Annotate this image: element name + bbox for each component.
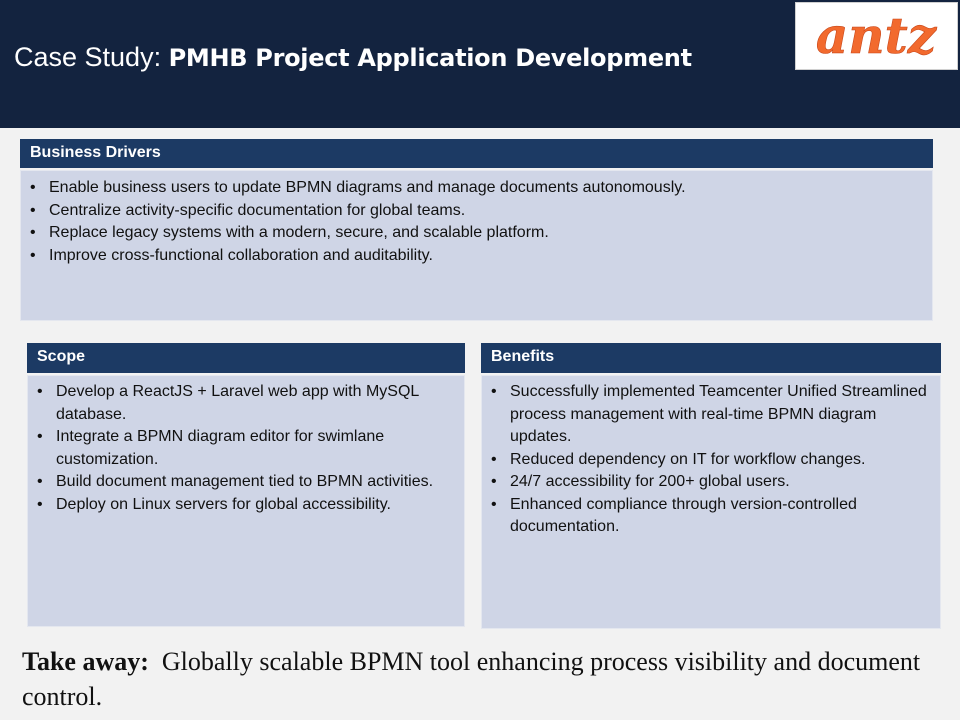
takeaway-text: Globally scalable BPMN tool enhancing process visibility and document control. — [22, 647, 921, 711]
business-driver-item: • Improve cross-functional collaboration and auditability. — [21, 245, 932, 268]
benefits-heading: Benefits — [481, 343, 941, 373]
business-driver-item: • Enable business users to update BPMN diagrams and manage documents autonomously. — [21, 177, 932, 200]
antz-logo — [795, 2, 958, 70]
benefit-item: • 24/7 accessibility for 200+ global users. — [482, 471, 940, 494]
benefits-panel — [481, 375, 941, 629]
scope-item: • Develop a ReactJS + Laravel web app with MySQL database. — [28, 381, 464, 426]
scope-item: • Build document management tied to BPMN activities. — [28, 471, 464, 494]
antz-logo-graphic — [796, 3, 957, 69]
business-drivers-list — [21, 177, 932, 267]
scope-item: • Integrate a BPMN diagram editor for swimlane customization. — [28, 426, 464, 471]
business-drivers-heading: Business Drivers — [20, 139, 933, 168]
scope-list — [28, 381, 464, 516]
scope-heading: Scope — [27, 343, 465, 373]
title-prefix: Case Study: — [14, 42, 169, 72]
benefits-list — [482, 381, 940, 539]
benefit-item: • Successfully implemented Teamcenter Unified Streamlined process management with real-time BPMN diagram updates. — [482, 381, 940, 449]
business-drivers-panel — [20, 170, 933, 321]
title-main: PMHB Project Application Development — [168, 44, 692, 72]
scope-panel — [27, 375, 465, 627]
business-driver-item: • Centralize activity-specific documentation for global teams. — [21, 200, 932, 223]
takeaway-label: Take away: — [22, 647, 149, 676]
business-driver-item: • Replace legacy systems with a modern, secure, and scalable platform. — [21, 222, 932, 245]
logo-text: antz — [815, 6, 937, 65]
page-title — [14, 42, 692, 73]
scope-item: • Deploy on Linux servers for global accessibility. — [28, 494, 464, 517]
benefit-item: • Reduced dependency on IT for workflow changes. — [482, 449, 940, 472]
benefit-item: • Enhanced compliance through version-controlled documentation. — [482, 494, 940, 539]
takeaway — [22, 644, 942, 714]
